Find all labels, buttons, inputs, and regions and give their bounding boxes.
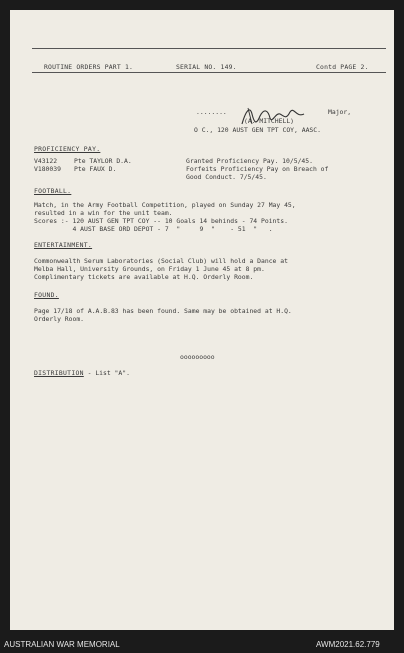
archive-footer bbox=[0, 637, 404, 653]
signature-dots: ........ bbox=[196, 108, 227, 116]
signature-rank: Major, bbox=[328, 108, 352, 116]
found-line: Page 17/18 of A.A.B.83 has been found. Same may be obtained at H.Q. bbox=[34, 307, 292, 315]
top-rule bbox=[32, 48, 386, 49]
proficiency-text: Forfeits Proficiency Pay on Breach of bbox=[186, 165, 329, 173]
document-page bbox=[10, 10, 394, 630]
proficiency-text-cont: Good Conduct. 7/5/45. bbox=[186, 173, 267, 181]
footer-accession-number: AWM2021.62.779 bbox=[316, 640, 380, 649]
section-title-found: FOUND. bbox=[34, 291, 59, 299]
signature-name: (A. MITCHELL) bbox=[244, 117, 295, 125]
footer-institution: AUSTRALIAN WAR MEMORIAL bbox=[4, 640, 120, 649]
separator: ooooooooo bbox=[180, 353, 215, 361]
proficiency-text: Granted Proficiency Pay. 10/5/45. bbox=[186, 157, 313, 165]
football-line: Match, in the Army Football Competition, played on Sunday 27 May 45, bbox=[34, 201, 296, 209]
football-score-line: Scores :- 120 AUST GEN TPT COY -- 10 Goals 14 behinds - 74 Points. bbox=[34, 217, 288, 225]
soldier-name: Pte TAYLOR D.A. bbox=[74, 157, 132, 165]
header-serial: SERIAL NO. 149. bbox=[176, 63, 237, 71]
football-line: resulted in a win for the unit team. bbox=[34, 209, 173, 217]
service-number: V180039 bbox=[34, 165, 61, 173]
section-title-football: FOOTBALL. bbox=[34, 187, 72, 195]
signature-unit: O C., 120 AUST GEN TPT COY, AASC. bbox=[194, 126, 321, 134]
distribution-label: DISTRIBUTION bbox=[34, 369, 84, 377]
header-page: Contd PAGE 2. bbox=[316, 63, 369, 71]
soldier-name: Pte FAUX D. bbox=[74, 165, 117, 173]
section-title-entertainment: ENTERTAINMENT. bbox=[34, 241, 93, 249]
distribution-line bbox=[34, 370, 130, 378]
entertainment-line: Commonwealth Serum Laboratories (Social Club) will hold a Dance at bbox=[34, 257, 288, 265]
service-number: V43122 bbox=[34, 157, 58, 165]
entertainment-line: Complimentary tickets are available at H.Q. Orderly Room. bbox=[34, 273, 254, 281]
header-title: ROUTINE ORDERS PART 1. bbox=[44, 63, 134, 71]
section-title-proficiency: PROFICIENCY PAY. bbox=[34, 145, 101, 153]
header-rule bbox=[32, 72, 386, 73]
entertainment-line: Melba Hall, University Grounds, on Friday 1 June 45 at 8 pm. bbox=[34, 265, 265, 273]
found-line: Orderly Room. bbox=[34, 315, 85, 323]
distribution-text: - List "A". bbox=[83, 369, 130, 377]
football-score-line: 4 AUST BASE ORD DEPOT - 7 " 9 " - 51 " . bbox=[34, 225, 273, 233]
